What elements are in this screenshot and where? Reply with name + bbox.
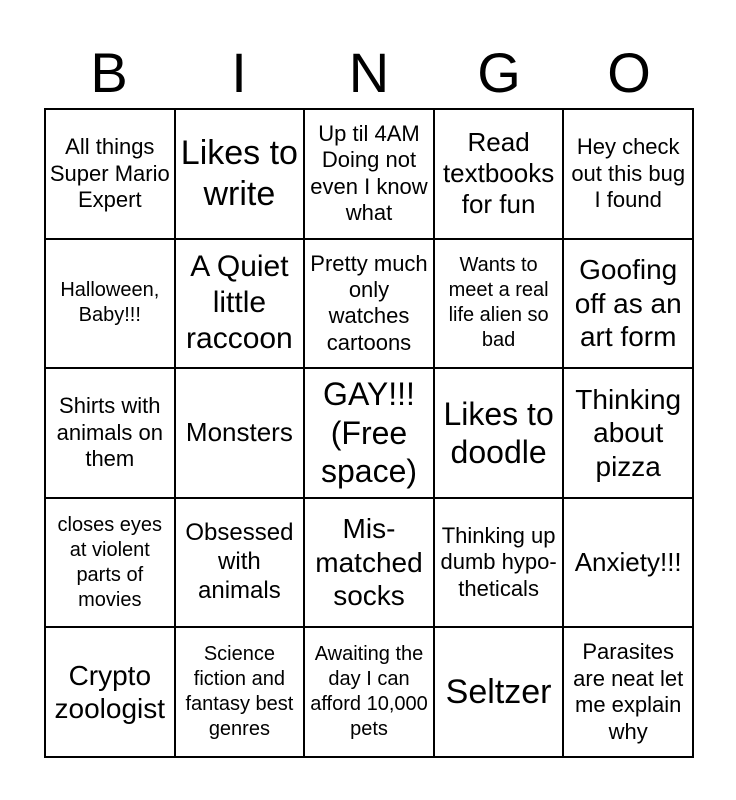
bingo-cell[interactable]: Up til 4AM Doing not even I know what <box>304 109 434 239</box>
header-letter-o: O <box>607 41 651 104</box>
bingo-cell-free-space[interactable]: GAY!!! (Free space) <box>304 368 434 498</box>
bingo-cell[interactable]: Parasites are neat let me explain why <box>563 627 693 757</box>
bingo-cell[interactable]: Goofing off as an art form <box>563 239 693 369</box>
bingo-cell[interactable]: Monsters <box>175 368 305 498</box>
bingo-cell[interactable]: All things Super Mario Expert <box>45 109 175 239</box>
bingo-cell[interactable]: Science fiction and fantasy best genres <box>175 627 305 757</box>
bingo-cell[interactable]: Likes to write <box>175 109 305 239</box>
bingo-grid <box>44 108 694 758</box>
bingo-cell[interactable]: Read textbooks for fun <box>434 109 564 239</box>
bingo-cell[interactable]: Awaiting the day I can afford 10,000 pets <box>304 627 434 757</box>
bingo-cell[interactable]: Anxiety!!! <box>563 498 693 628</box>
header-letter-g: G <box>477 41 521 104</box>
bingo-cell[interactable]: Thinking up dumb hypo-theticals <box>434 498 564 628</box>
bingo-cell[interactable]: A Quiet little raccoon <box>175 239 305 369</box>
bingo-header <box>44 40 694 106</box>
header-letter-i: I <box>231 41 247 104</box>
bingo-cell[interactable]: Obsessed with animals <box>175 498 305 628</box>
bingo-cell[interactable]: Hey check out this bug I found <box>563 109 693 239</box>
header-letter-n: N <box>348 41 390 104</box>
bingo-cell[interactable]: closes eyes at violent parts of movies <box>45 498 175 628</box>
bingo-cell[interactable]: Mis-matched socks <box>304 498 434 628</box>
bingo-cell[interactable]: Wants to meet a real life alien so bad <box>434 239 564 369</box>
bingo-cell[interactable]: Shirts with animals on them <box>45 368 175 498</box>
bingo-cell[interactable]: Pretty much only watches cartoons <box>304 239 434 369</box>
header-letter-b: B <box>90 41 128 104</box>
bingo-cell[interactable]: Crypto zoologist <box>45 627 175 757</box>
bingo-cell[interactable]: Thinking about pizza <box>563 368 693 498</box>
bingo-cell[interactable]: Likes to doodle <box>434 368 564 498</box>
bingo-cell[interactable]: Halloween, Baby!!! <box>45 239 175 369</box>
bingo-cell[interactable]: Seltzer <box>434 627 564 757</box>
